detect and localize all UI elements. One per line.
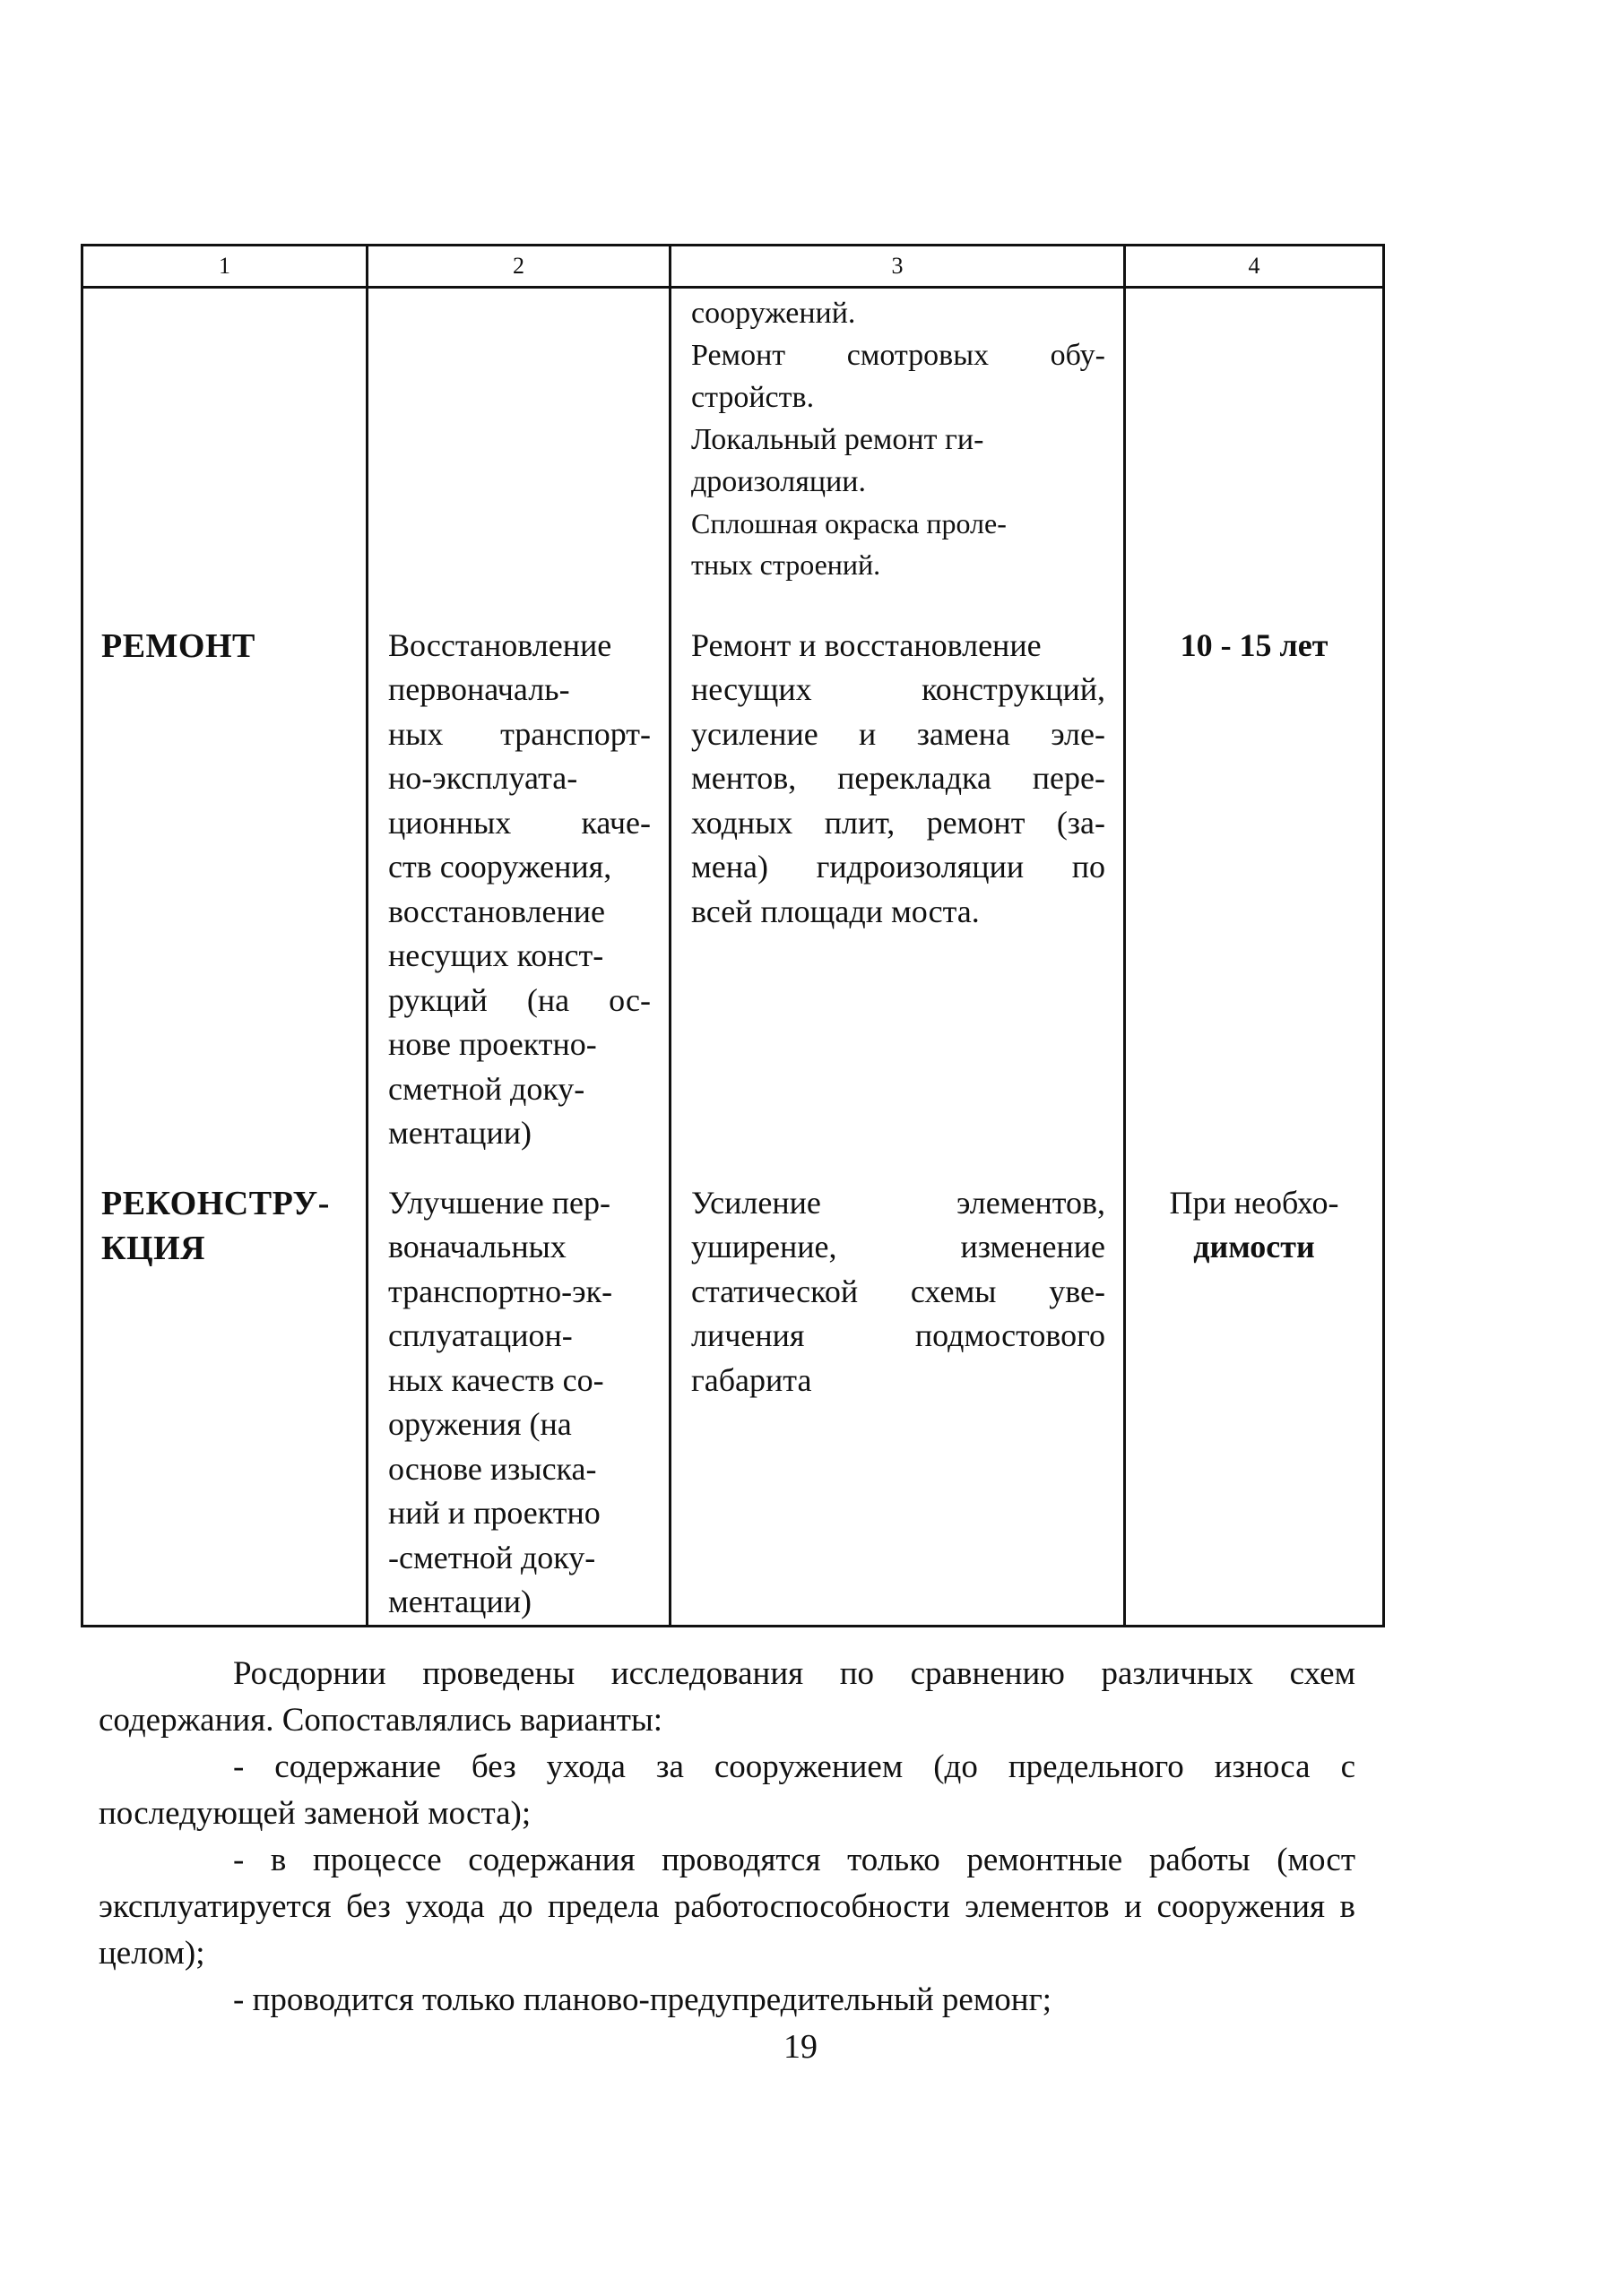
table-header-row xyxy=(82,246,1384,288)
cell-period-repair xyxy=(1125,620,1384,1176)
works-line: статической схемы уве- xyxy=(691,1273,1105,1309)
purpose-line: нове проектно- xyxy=(388,1026,597,1062)
table-row-reconstruction xyxy=(82,1176,1384,1627)
purpose-line: сметной доку- xyxy=(388,1070,585,1107)
period-line: димости xyxy=(1193,1229,1315,1265)
works-line: Сплошная окраска проле- xyxy=(691,507,1007,539)
purpose-line: оружения (на xyxy=(388,1406,572,1442)
works-line: габарита xyxy=(691,1361,812,1398)
purpose-line: ств сооружения, xyxy=(388,849,612,885)
purpose-line: основе изыска- xyxy=(388,1450,597,1487)
purpose-line: восстановление xyxy=(388,893,605,929)
cell-purpose-repair xyxy=(368,620,671,1176)
period-value: 10 - 15 лет xyxy=(1180,626,1328,663)
maintenance-table xyxy=(81,244,1385,1627)
stage-label: РЕМОНТ xyxy=(101,626,255,665)
stage-label: КЦИЯ xyxy=(101,1229,206,1267)
cell-period-reconstruction xyxy=(1125,1176,1384,1627)
body-text xyxy=(99,1651,1355,2024)
works-line: дроизоляции. xyxy=(691,465,866,498)
works-line: ходных плит, ремонт (за- xyxy=(691,804,1105,841)
cell-purpose-empty xyxy=(368,288,671,620)
purpose-line: ных транспорт- xyxy=(388,715,651,752)
period-line: При необхо- xyxy=(1169,1184,1339,1221)
purpose-line: ментации) xyxy=(388,1584,532,1619)
purpose-line: ционных каче- xyxy=(388,804,651,841)
works-line: Локальный ремонт ги- xyxy=(691,423,984,456)
works-line: личения подмостового xyxy=(691,1317,1105,1353)
purpose-line: несущих конст- xyxy=(388,937,604,973)
page-number: 19 xyxy=(783,2028,818,2066)
column-number-1: 1 xyxy=(82,246,368,288)
table-row-repair xyxy=(82,620,1384,1176)
purpose-line: но-эксплуата- xyxy=(388,760,578,796)
purpose-line: Восстановление xyxy=(388,626,612,663)
works-line: сооружений. xyxy=(691,297,856,330)
works-line: уширение, изменение xyxy=(691,1229,1105,1265)
purpose-line: транспортно-эк- xyxy=(388,1273,613,1309)
works-line: Ремонт и восстановление xyxy=(691,626,1042,663)
column-number-2: 2 xyxy=(368,246,671,288)
cell-period-empty xyxy=(1125,288,1384,620)
list-item: - содержание без ухода за сооружением (до предельного износа с последующей заменой моста); xyxy=(99,1748,1355,1832)
cell-works-reconstruction xyxy=(671,1176,1125,1627)
cell-stage-empty xyxy=(82,288,368,620)
works-line: стройств. xyxy=(691,381,815,414)
works-line: усиление и замена эле- xyxy=(691,715,1105,752)
list-item: - в процессе содержания проводятся только ремонтные работы (мост эксплуатируется без ухода до предела работоспособности элементов и сооружения в целом); xyxy=(99,1842,1355,1972)
intro-paragraph: Росдорнии проведены исследования по сравнению различных схем содержания. Сопоставлялись варианты: xyxy=(99,1655,1355,1739)
cell-purpose-reconstruction xyxy=(368,1176,671,1627)
works-line: Усиление элементов, xyxy=(691,1184,1105,1221)
works-line: мена) гидроизоляции по xyxy=(691,849,1105,885)
works-line: несущих конструкций, xyxy=(691,671,1105,707)
works-line: тных строений. xyxy=(691,548,881,581)
column-number-4: 4 xyxy=(1125,246,1384,288)
cell-stage-reconstruction xyxy=(82,1176,368,1627)
stage-label: РЕКОНСТРУ- xyxy=(101,1184,330,1222)
cell-stage-repair xyxy=(82,620,368,1176)
column-number-3: 3 xyxy=(671,246,1125,288)
purpose-line: ний и проектно xyxy=(388,1495,601,1531)
cell-works-repair xyxy=(671,620,1125,1176)
cell-works-continuation xyxy=(671,288,1125,620)
works-line: Ремонт смотровых обу- xyxy=(691,339,1105,372)
purpose-line: ных качеств со- xyxy=(388,1361,604,1398)
purpose-line: воначальных xyxy=(388,1229,567,1265)
list-item: - проводится только планово-предупредительный ремонг; xyxy=(233,1981,1052,2018)
purpose-line: ментации) xyxy=(388,1115,532,1151)
purpose-line: рукций (на ос- xyxy=(388,981,651,1018)
purpose-line: -сметной доку- xyxy=(388,1539,596,1575)
works-line: ментов, перекладка пере- xyxy=(691,760,1105,796)
table-row-continuation xyxy=(82,288,1384,620)
purpose-line: Улучшение пер- xyxy=(388,1184,610,1221)
purpose-line: первоначаль- xyxy=(388,671,570,707)
works-line: всей площади моста. xyxy=(691,893,980,929)
purpose-line: сплуатацион- xyxy=(388,1317,573,1353)
